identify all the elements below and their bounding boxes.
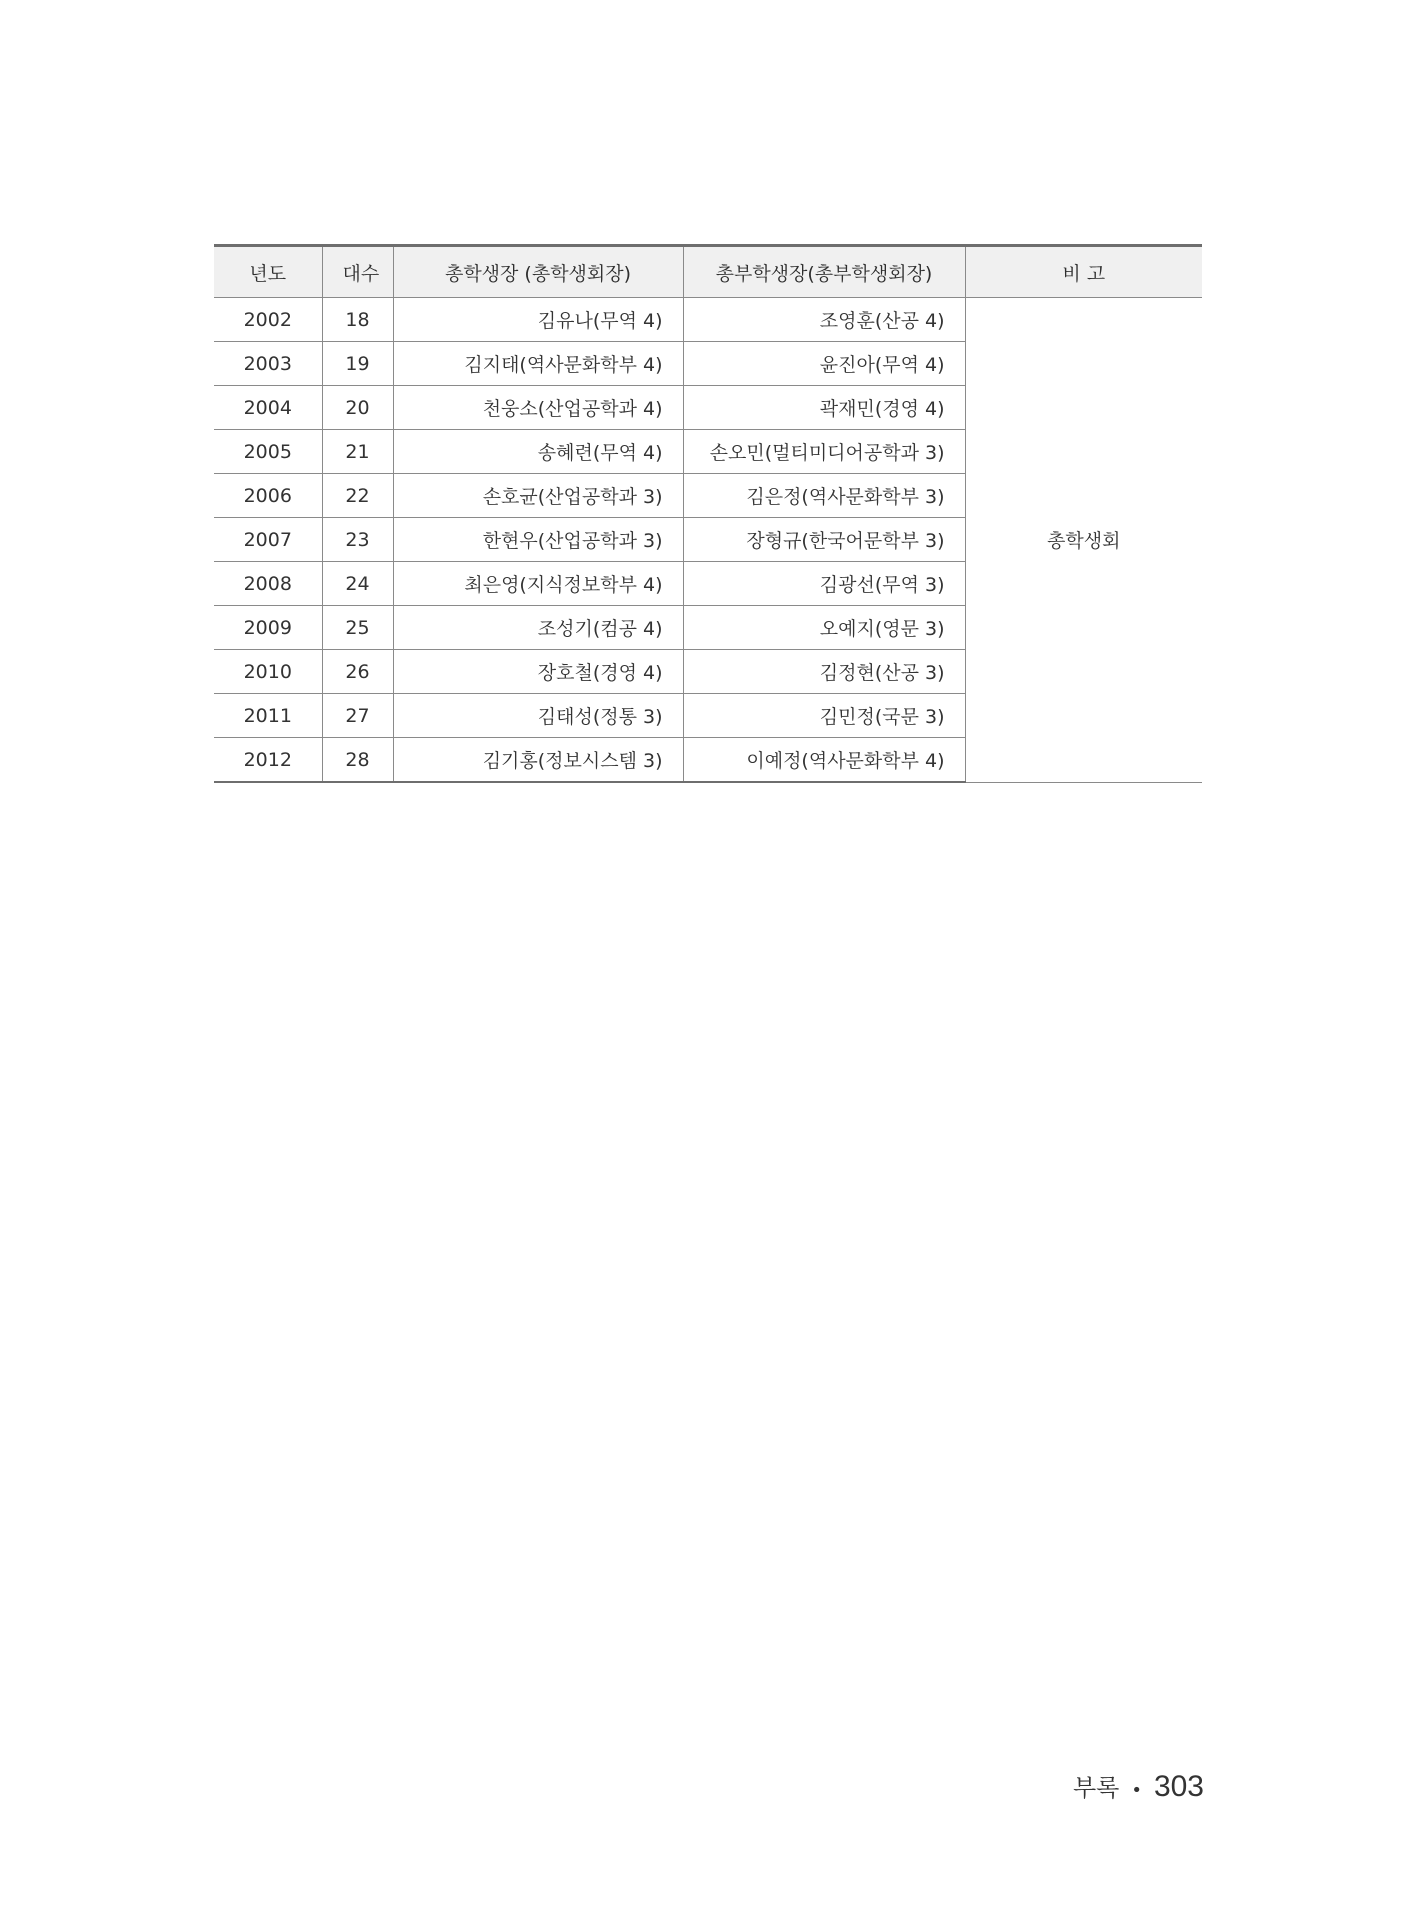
generation-cell: 24 [322, 562, 393, 606]
president-cell: 김태성(정통 3) [393, 694, 683, 738]
separator-dot: • [1131, 1780, 1142, 1801]
generation-cell: 22 [322, 474, 393, 518]
vice-president-cell: 장형규(한국어문학부 3) [683, 518, 965, 562]
year-cell: 2004 [214, 386, 322, 430]
vice-president-cell: 이예정(역사문화학부 4) [683, 738, 965, 783]
remarks-cell: 총학생회 [965, 298, 1202, 783]
header-row [214, 246, 1202, 298]
vice-president-cell: 김정현(산공 3) [683, 650, 965, 694]
vice-president-cell: 손오민(멀티미디어공학과 3) [683, 430, 965, 474]
vice-president-cell: 곽재민(경영 4) [683, 386, 965, 430]
president-cell: 한현우(산업공학과 3) [393, 518, 683, 562]
header-remarks: 비 고 [965, 246, 1202, 298]
generation-cell: 25 [322, 606, 393, 650]
page-number: 303 [1153, 1770, 1204, 1803]
vice-president-cell: 윤진아(무역 4) [683, 342, 965, 386]
president-cell: 김유나(무역 4) [393, 298, 683, 342]
president-cell: 김기홍(정보시스템 3) [393, 738, 683, 783]
president-cell: 손호균(산업공학과 3) [393, 474, 683, 518]
section-label: 부록 [1072, 1774, 1120, 1802]
generation-cell: 28 [322, 738, 393, 783]
table-body [214, 298, 1202, 783]
generation-cell: 18 [322, 298, 393, 342]
year-cell: 2010 [214, 650, 322, 694]
president-cell: 김지태(역사문화학부 4) [393, 342, 683, 386]
year-cell: 2002 [214, 298, 322, 342]
president-cell: 조성기(컴공 4) [393, 606, 683, 650]
generation-cell: 21 [322, 430, 393, 474]
president-cell: 송혜련(무역 4) [393, 430, 683, 474]
year-cell: 2007 [214, 518, 322, 562]
generation-cell: 19 [322, 342, 393, 386]
year-cell: 2003 [214, 342, 322, 386]
header-generation: 대수 [322, 246, 393, 298]
vice-president-cell: 김광선(무역 3) [683, 562, 965, 606]
generation-cell: 26 [322, 650, 393, 694]
president-cell: 천웅소(산업공학과 4) [393, 386, 683, 430]
generation-cell: 27 [322, 694, 393, 738]
student-council-table [214, 244, 1202, 783]
page-footer [1073, 1768, 1204, 1804]
generation-cell: 20 [322, 386, 393, 430]
table-header [214, 246, 1202, 298]
vice-president-cell: 조영훈(산공 4) [683, 298, 965, 342]
year-cell: 2008 [214, 562, 322, 606]
header-president: 총학생장 (총학생회장) [393, 246, 683, 298]
header-vice-president: 총부학생장(총부학생회장) [683, 246, 965, 298]
year-cell: 2009 [214, 606, 322, 650]
header-year: 년도 [214, 246, 322, 298]
president-cell: 최은영(지식정보학부 4) [393, 562, 683, 606]
vice-president-cell: 김민정(국문 3) [683, 694, 965, 738]
year-cell: 2012 [214, 738, 322, 783]
table-row [214, 298, 1202, 342]
year-cell: 2006 [214, 474, 322, 518]
vice-president-cell: 김은정(역사문화학부 3) [683, 474, 965, 518]
generation-cell: 23 [322, 518, 393, 562]
year-cell: 2011 [214, 694, 322, 738]
vice-president-cell: 오예지(영문 3) [683, 606, 965, 650]
year-cell: 2005 [214, 430, 322, 474]
president-cell: 장호철(경영 4) [393, 650, 683, 694]
